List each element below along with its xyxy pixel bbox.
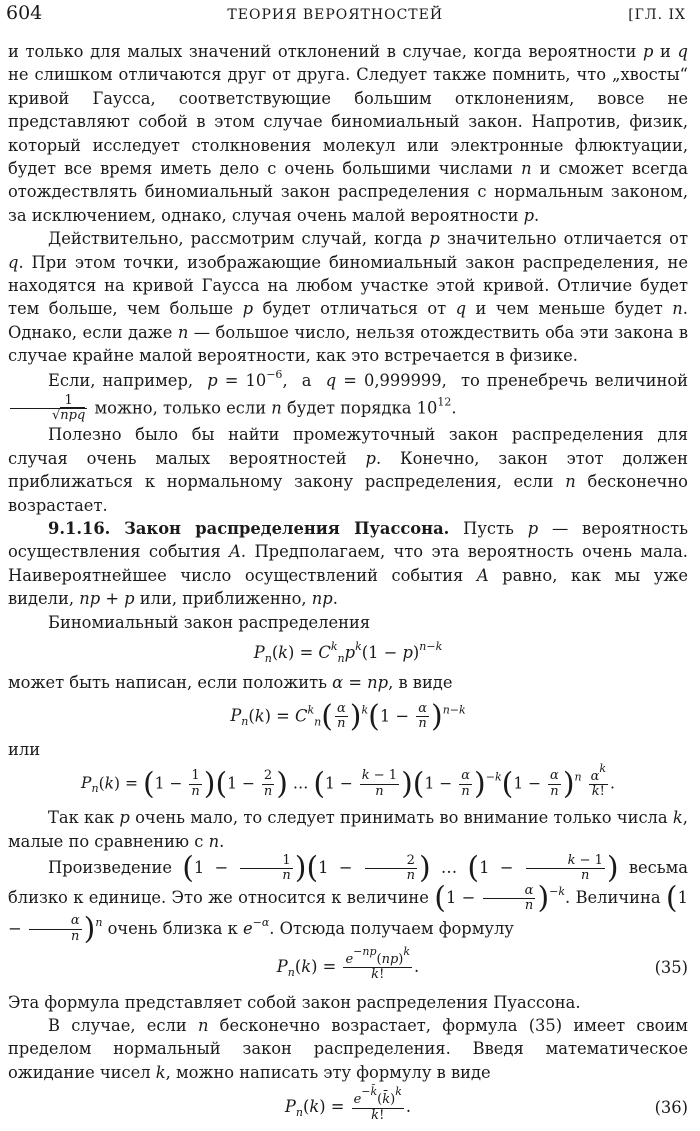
paragraph-4: Полезно было бы найти промежуточный закон распределения для случая очень малых вероятностей p. Конечно, закон этот должен приближаться к нормальному закону распределения, если n бесконечно возрастает. <box>8 425 689 515</box>
section-title: Закон распределения Пуассона. <box>124 518 450 538</box>
paragraph-7: или <box>8 740 41 760</box>
page-body <box>8 40 688 1131</box>
paragraph-11: В случае, если n бесконечно возрастает, формула (35) имеет своим пределом нормальный закон распределения. Введя математическое ожидание чисел k, можно написать эту формулу в виде <box>8 1016 688 1082</box>
paragraph-1: и только для малых значений отклонений в случае, когда вероятности p и q не слишком отличаются друг от друга. Следует также помнить, что „хвосты“ кривой Гаусса, соответствующие большим отклонениям, вовсе не представляют собой в этом случае биномиальный закон. Напротив, физик, который исследует столкновения молекул или электронные флюктуации, будет все время иметь дело с очень большими числами n и сможет всегда отождествлять биномиальный закон распределения с нормальным законом, за исключением, однако, случая очень малой вероятности p. <box>8 42 688 225</box>
page-number: 604 <box>6 2 43 24</box>
paragraph-3: Если, например, $p = 10^{-6}$, а q = 0,999999, то пренебречь величиной $\frac{1}{\text{√npq}}$ можно, только если n будет порядка $10^{12}$. <box>8 368 688 424</box>
equation-poisson-mean: $P_n(k)$ = $\frac{e^{-k̄}(k̄)^k}{k!}$ . <box>284 1085 412 1123</box>
chapter-label: [ГЛ. IX <box>628 7 686 23</box>
equation-36-row <box>8 1085 688 1123</box>
equation-binomial: $P_n(k) = C^k_np^k(1 - p)^{n-k}$ <box>253 639 443 665</box>
equation-number-35: (35) <box>654 957 688 977</box>
equation-substituted: $P_n(k) = C^k_n$( $\frac{\alpha}{n}$ )$^k$(1 − $\frac{\alpha}{n}$ )$^{n-k}$ <box>230 698 466 734</box>
paragraph-6: может быть написан, если положить α = np, в виде <box>8 673 453 693</box>
fraction-1-sqrt-npq: $\frac{1}{\text{√npq}}$ <box>10 394 87 424</box>
equation-number-36: (36) <box>654 1097 688 1117</box>
paragraph-8: Так как p очень мало, то следует принимать во внимание только числа k, малые по сравнению с n. <box>8 808 688 851</box>
paragraph-9: Произведение (1 − $\frac{1}{n}$ )(1 − $\frac{2}{n}$ ) … (1 − $\frac{k - 1}{n}$ ) весьма близко к единице. Это же относится к величине (1 − $\frac{\alpha}{n}$ )$^{-k}$. Величина (1 − $\frac{\alpha}{n}$ )$^n$ очень близка к $e^{-\alpha}$. Отсюда получаем формулу <box>8 850 688 947</box>
section-9-1-16: 9.1.16. Закон распределения Пуассона. Пусть p — вероятность осуществления события A. Предполагаем, что эта вероятность очень мала. Наивероятнейшее число осуществлений события A равно, как мы уже видели, np + p или, приближенно, np. <box>8 518 688 609</box>
paragraph-2: Действительно, рассмотрим случай, когда p значительно отличается от q. При этом точки, изображающие биномиальный закон распределения, не находятся на кривой Гаусса на любом участке этой кривой. Отличие будет тем больше, чем больше p будет отличаться от q и чем меньше будет n. Однако, если даже n — большое число, нельзя отождествить оба эти закона в случае крайне малой вероятности, как это встречается в физике. <box>8 229 688 366</box>
paragraph-5: Биномиальный закон распределения <box>48 612 371 632</box>
equation-35-row <box>8 945 688 983</box>
section-number: 9.1.16. <box>48 518 111 538</box>
equation-expanded: $P_n(k) = (1$ − $\frac{1}{n}$ )(1 − $\frac{2}{n}$ ) … (1 − $\frac{k - 1}{n}$ )(1 − $\frac{\alpha}{n}$ )$^{-k}$(1 − $\frac{\alpha}{n}$ )$^n$ $\frac{\alpha^k}{k!}$ . <box>81 761 615 802</box>
paragraph-10: Эта формула представляет собой закон распределения Пуассона. <box>8 992 581 1012</box>
running-title: ТЕОРИЯ ВЕРОЯТНОСТЕЙ <box>227 7 444 23</box>
running-header <box>6 2 686 30</box>
equation-poisson: $P_n(k)$ = $\frac{e^{-np}(np)^k}{k!}$ . <box>276 945 420 983</box>
